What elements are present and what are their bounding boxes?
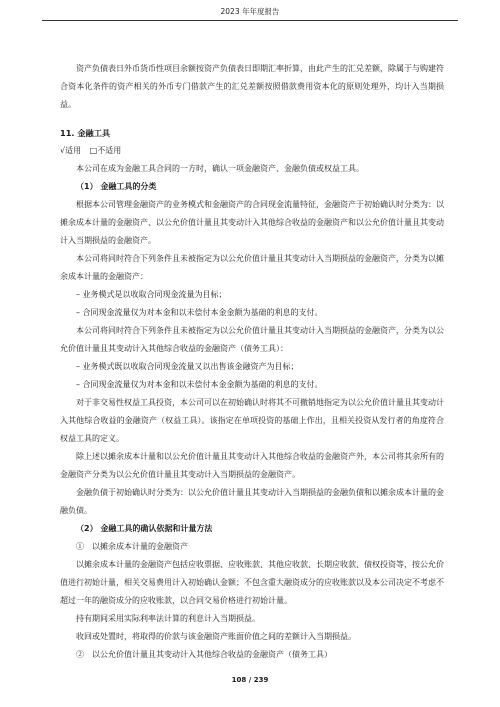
header-divider bbox=[42, 20, 458, 21]
numbered-item: ② 以公允价值计量且其变动计入其他综合收益的金融资产（债务工具） bbox=[76, 650, 332, 659]
intro-paragraph: 资产负债表日外币货币性项目余额按资产负债表日即期汇率折算，由此产生的汇兑差额，除属于与购建符合资本化条件的资产相关的外币专门借款产生的汇兑差额按照借款费用资本化的原则处理外，均计入当期损益。 bbox=[60, 64, 444, 109]
section-lead: 本公司在成为金融工具合同的一方时，确认一项金融资产、金融负债或权益工具。 bbox=[76, 164, 364, 173]
page-body bbox=[60, 60, 444, 664]
paragraph: 根据本公司管理金融资产的业务模式和金融资产的合同现金流量特征，金融资产于初始确认时分类为：以摊余成本计量的金融资产、以公允价值计量且其变动计入其他综合收益的金融资产和以公允价值计量且其变动计入当期损益的金融资产。 bbox=[60, 200, 444, 245]
applicable-checkbox: √适用 bbox=[60, 146, 82, 155]
paragraph: 除上述以摊余成本计量和以公允价值计量且其变动计入其他综合收益的金融资产外，本公司将其余所有的金融资产分类为以公允价值计量且其变动计入当期损益的金融资产。 bbox=[60, 452, 444, 479]
subsection-heading-recognition: （2） 金融工具的确认依据和计量方法 bbox=[76, 524, 213, 533]
bullet-item: – 业务模式是以收取合同现金流量为目标； bbox=[76, 290, 227, 299]
bullet-item: – 合同现金流量仅为对本金和以未偿付本金金额为基础的利息的支付。 bbox=[76, 308, 323, 317]
bullet-item: – 业务模式既以收取合同现金流量又以出售该金融资产为目标； bbox=[76, 362, 299, 371]
not-applicable-checkbox: □不适用 bbox=[89, 146, 122, 155]
bullet-item: – 合同现金流量仅为对本金和以未偿付本金金额为基础的利息的支付。 bbox=[76, 380, 323, 389]
paragraph: 收回或处置时，将取得的价款与该金融资产账面价值之间的差额计入当期损益。 bbox=[76, 632, 356, 641]
section-heading: 11. 金融工具 bbox=[60, 128, 111, 138]
paragraph: 本公司将同时符合下列条件且未被指定为以公允价值计量且其变动计入当期损益的金融资产，分类为以公允价值计量且其变动计入其他综合收益的金融资产（债务工具）： bbox=[60, 326, 444, 353]
numbered-item: ① 以摊余成本计量的金融资产 bbox=[76, 542, 188, 551]
paragraph: 本公司将同时符合下列条件且未被指定为以公允价值计量且其变动计入当期损益的金融资产，分类为以摊余成本计量的金融资产： bbox=[60, 254, 444, 281]
page-number: 108 / 239 bbox=[231, 676, 269, 684]
applicability-line bbox=[60, 142, 444, 160]
paragraph: 对于非交易性权益工具投资，本公司可以在初始确认时将其不可撤销地指定为以公允价值计量且其变动计入其他综合收益的金融资产（权益工具）。该指定在单项投资的基础上作出，且相关投资从发行者的角度符合权益工具的定义。 bbox=[60, 398, 444, 443]
paragraph: 金融负债于初始确认时分类为：以公允价值计量且其变动计入当期损益的金融负债和以摊余成本计量的金融负债。 bbox=[60, 488, 444, 515]
page-header: 2023 年年度报告 bbox=[220, 7, 280, 16]
subsection-heading-classification: （1） 金融工具的分类 bbox=[76, 182, 157, 191]
paragraph: 以摊余成本计量的金融资产包括应收票据、应收账款、其他应收款、长期应收款、债权投资等，按公允价值进行初始计量，相关交易费用计入初始确认金额；不包含重大融资成分的应收账款以及本公司决定不考虑不超过一年的融资成分的应收账款，以合同交易价格进行初始计量。 bbox=[60, 560, 444, 605]
paragraph: 持有期间采用实际利率法计算的利息计入当期损益。 bbox=[76, 614, 260, 623]
